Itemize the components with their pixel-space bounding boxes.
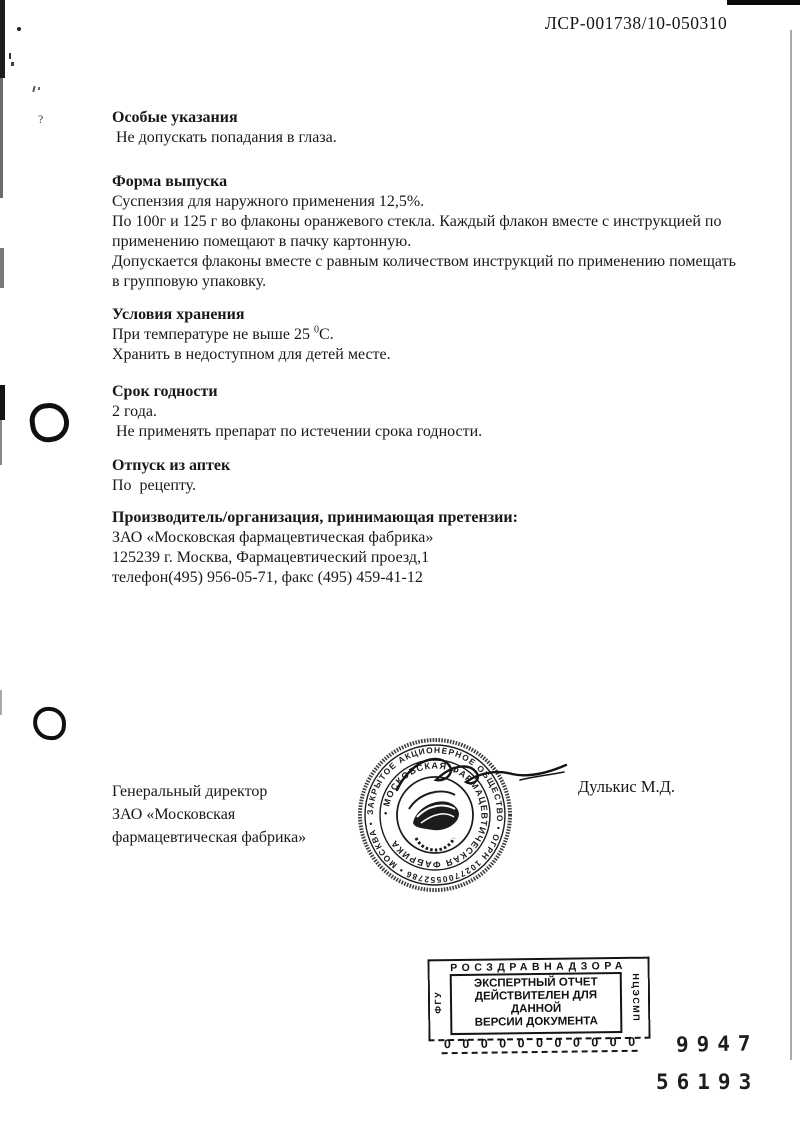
stamped-number-top: 9947 <box>675 1031 759 1057</box>
registration-number: ЛСР-001738/10-050310 <box>545 13 728 33</box>
seal-center-emblem <box>409 791 459 850</box>
scan-edge-left-bar <box>0 690 2 715</box>
section-line: Допускается флаконы вместе с равным количеством инструкций по применению помещать в групповую упаковку. <box>112 253 740 290</box>
scan-speck <box>38 87 40 90</box>
section-title: Условия хранения <box>112 306 245 323</box>
director-title: Генеральный директор <box>112 783 268 800</box>
scan-edge-left-bar <box>0 248 4 288</box>
scan-speck <box>9 53 11 59</box>
stamp-right-vertical-text: НЦЭСМП <box>630 973 642 1023</box>
section-line: 2 года. <box>112 403 157 420</box>
scan-edge-left-bar <box>0 385 5 420</box>
section-title: Производитель/организация, принимающая претензии: <box>112 509 518 526</box>
section-line: Не применять препарат по истечении срока годности. <box>112 423 483 440</box>
ink-circle-mark <box>32 706 67 741</box>
section-line: Суспензия для наружного применения 12,5%. <box>112 193 425 210</box>
section-storage-conditions <box>112 305 744 365</box>
seal-inner-ring-text: • МОСКОВСКАЯ ФАРМАЦЕВТИЧЕСКАЯ ФАБРИКА <box>380 760 490 870</box>
director-company-line: ЗАО «Московская <box>112 806 236 823</box>
stamp-agency-name: РОСЗДРАВНАДЗОРА <box>450 959 628 975</box>
scan-edge-top-right <box>727 0 800 5</box>
storage-temp-text: При температуре не выше 25 <box>112 326 314 343</box>
director-company-line: фармацевтическая фабрика» <box>112 829 307 846</box>
scan-speck <box>32 86 35 92</box>
storage-temp-unit: С. <box>318 326 334 343</box>
section-special-instructions <box>112 108 744 148</box>
stamp-zeros: 0 0 0 0 0 0 0 0 0 0 0 <box>442 1035 637 1054</box>
section-manufacturer <box>112 508 744 588</box>
scan-edge-left-bar <box>0 0 5 78</box>
scan-speck <box>17 27 21 31</box>
stamped-number-bottom: 56193 <box>656 1070 760 1094</box>
section-line: ЗАО «Московская фармацевтическая фабрика» <box>112 529 434 546</box>
stamp-left-vertical-text: ФГУ <box>432 990 444 1014</box>
stamp-line: ВЕРСИИ ДОКУМЕНТА <box>474 1015 598 1029</box>
section-line: По рецепту. <box>112 477 197 494</box>
section-line: 125239 г. Москва, Фармацевтический проезд,1 <box>112 549 430 566</box>
section-line <box>112 325 744 345</box>
ink-circle-mark <box>27 400 71 444</box>
section-pharmacy-dispensing <box>112 456 744 496</box>
stamp-line: ЭКСПЕРТНЫЙ ОТЧЕТ <box>473 976 598 990</box>
company-seal <box>352 728 580 900</box>
section-line: Не допускать попадания в глаза. <box>112 129 337 146</box>
director-name: Дулькис М.Д. <box>578 777 676 796</box>
director-signature-block <box>112 780 342 849</box>
scan-edge-left-bar <box>0 78 3 198</box>
document-body <box>112 108 744 588</box>
section-line: Хранить в недоступном для детей месте. <box>112 346 391 363</box>
section-title: Особые указания <box>112 109 238 126</box>
section-title: Форма выпуска <box>112 173 228 190</box>
stamp-inner-box <box>450 972 623 1035</box>
scan-edge-right-line <box>790 30 792 1060</box>
stamp-zeros-row <box>430 1035 648 1052</box>
scan-speck-question-mark: ? <box>38 112 44 126</box>
degree-superscript: 0 <box>313 324 319 336</box>
section-line: По 100г и 125 г во флаконы оранжевого стекла. Каждый флакон вместе с инструкцией по применению помещают в пачку картонную. <box>112 213 726 250</box>
section-title: Отпуск из аптек <box>112 457 231 474</box>
stamp-line: ДЕЙСТВИТЕЛЕН ДЛЯ ДАННОЙ <box>474 989 598 1016</box>
scan-speck <box>11 62 14 66</box>
section-release-form <box>112 172 744 292</box>
approval-stamp <box>428 957 651 1052</box>
section-shelf-life <box>112 382 744 442</box>
scan-edge-left-bar <box>0 420 2 465</box>
seal-outer-ring-text: ЗАКРЫТОЕ АКЦИОНЕРНОЕ ОБЩЕСТВО • ОГРН 1027700552786 • МОСКВА • <box>364 744 506 886</box>
section-title: Срок годности <box>112 383 218 400</box>
section-line: телефон(495) 956-05-71, факс (495) 459-41-12 <box>112 569 423 586</box>
